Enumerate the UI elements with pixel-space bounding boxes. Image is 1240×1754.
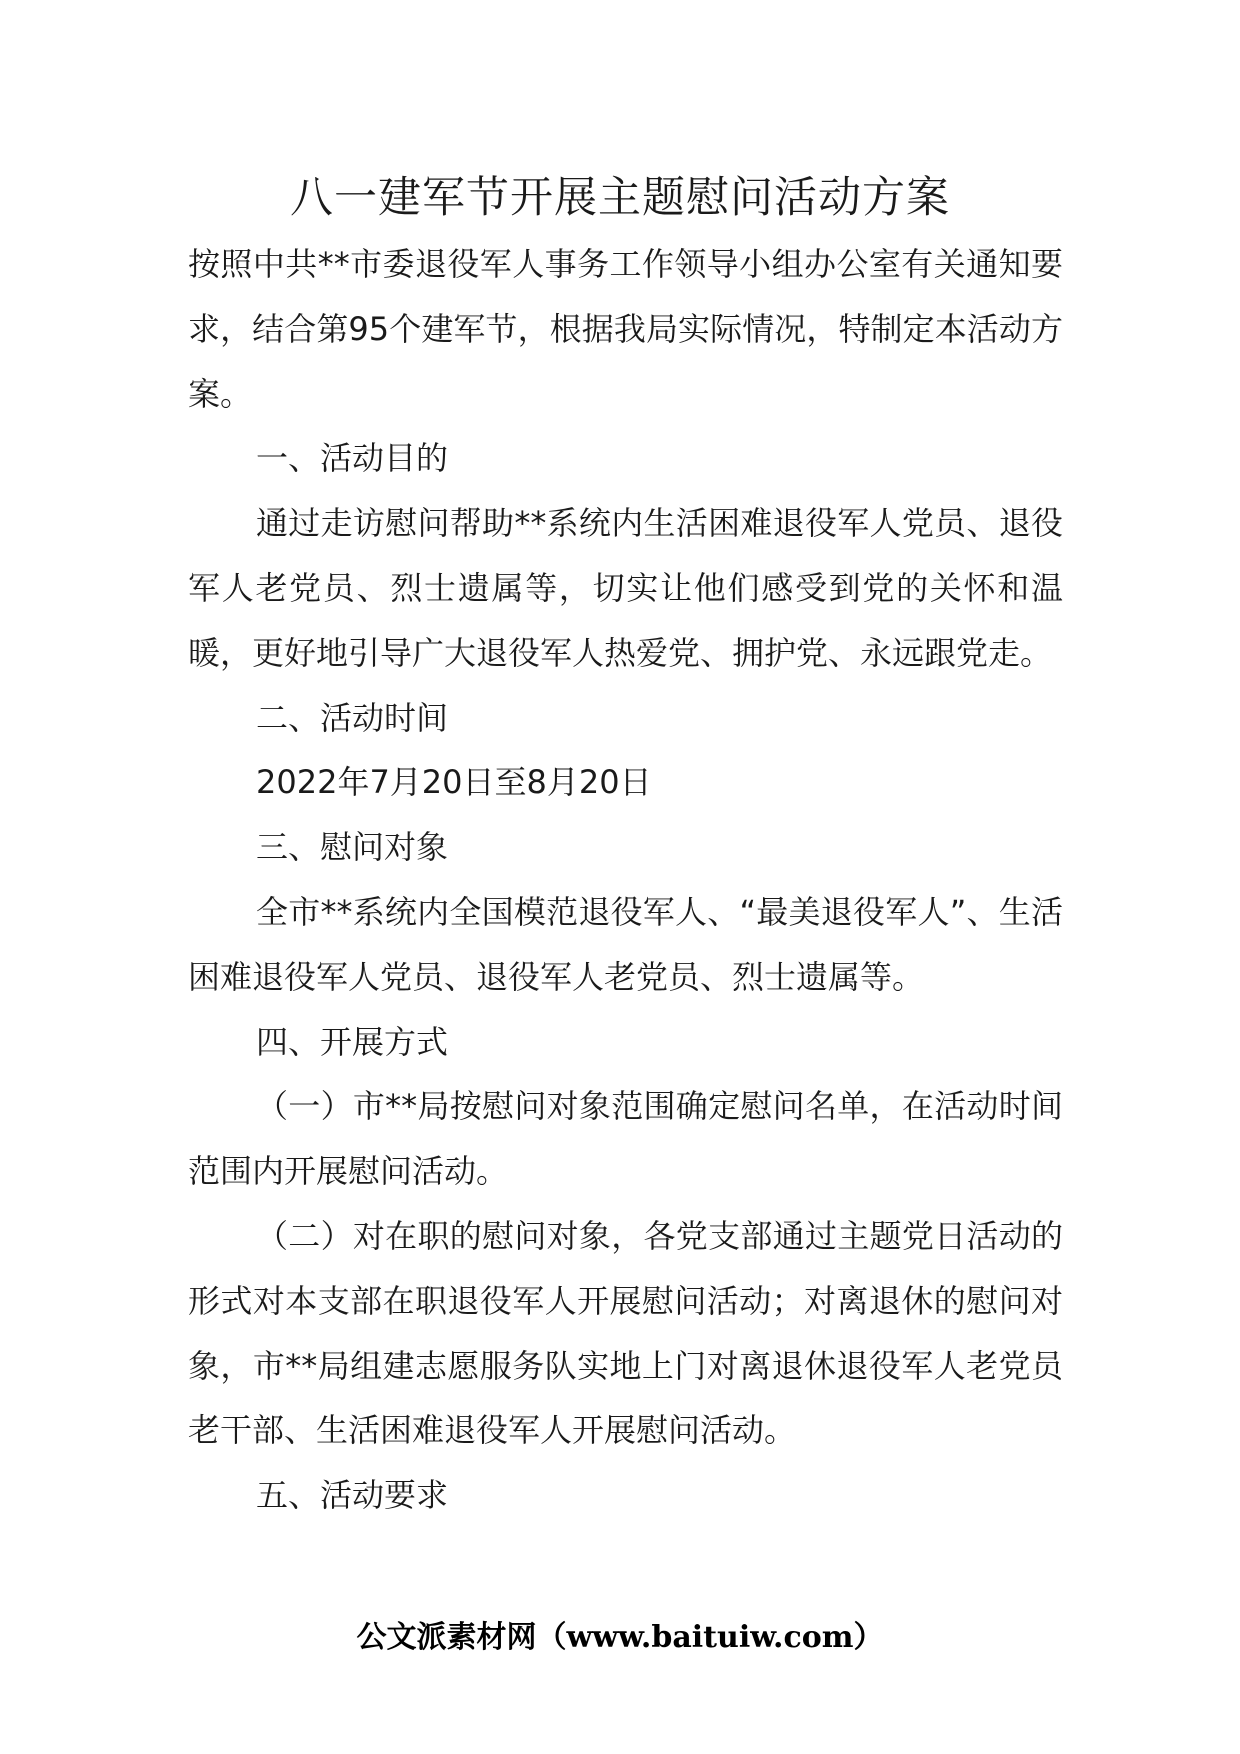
- section-heading-methods: 四、开展方式: [256, 1022, 449, 1061]
- section-heading-purpose: 一、活动目的: [256, 439, 449, 478]
- purpose-paragraph: 通过走访慰问帮助**系统内生活困难退役军人党员、退役军人老党员、烈士遗属等，切实让他们感受到党的关怀和温暖，更好地引导广大退役军人热爱党、拥护党、永远跟党走。: [188, 504, 1063, 672]
- section-heading-targets: 三、慰问对象: [256, 828, 449, 867]
- document-title: 八一建军节开展主题慰问活动方案: [290, 173, 950, 223]
- method-item-2: （二）对在职的慰问对象，各党支部通过主题党日活动的形式对本支部在职退役军人开展慰问活动；对离退休的慰问对象，市**局组建志愿服务队实地上门对离退休退役军人老党员老干部、生活困难退役军人开展慰问活动。: [188, 1216, 1063, 1450]
- footer-watermark: 公文派素材网（www.baituiw.com）: [356, 1620, 884, 1655]
- section-heading-requirements: 五、活动要求: [256, 1476, 449, 1515]
- targets-paragraph: 全市**系统内全国模范退役军人、“最美退役军人”、生活困难退役军人党员、退役军人老党员、烈士遗属等。: [188, 892, 1063, 996]
- document-body: [188, 232, 1063, 1528]
- intro-paragraph: 按照中共**市委退役军人事务工作领导小组办公室有关通知要求，结合第95个建军节，根据我局实际情况，特制定本活动方案。: [188, 245, 1063, 413]
- method-item-1: （一）市**局按慰问对象范围确定慰问名单，在活动时间范围内开展慰问活动。: [188, 1087, 1063, 1191]
- section-heading-time: 二、活动时间: [256, 698, 449, 737]
- time-paragraph: 2022年7月20日至8月20日: [256, 763, 652, 802]
